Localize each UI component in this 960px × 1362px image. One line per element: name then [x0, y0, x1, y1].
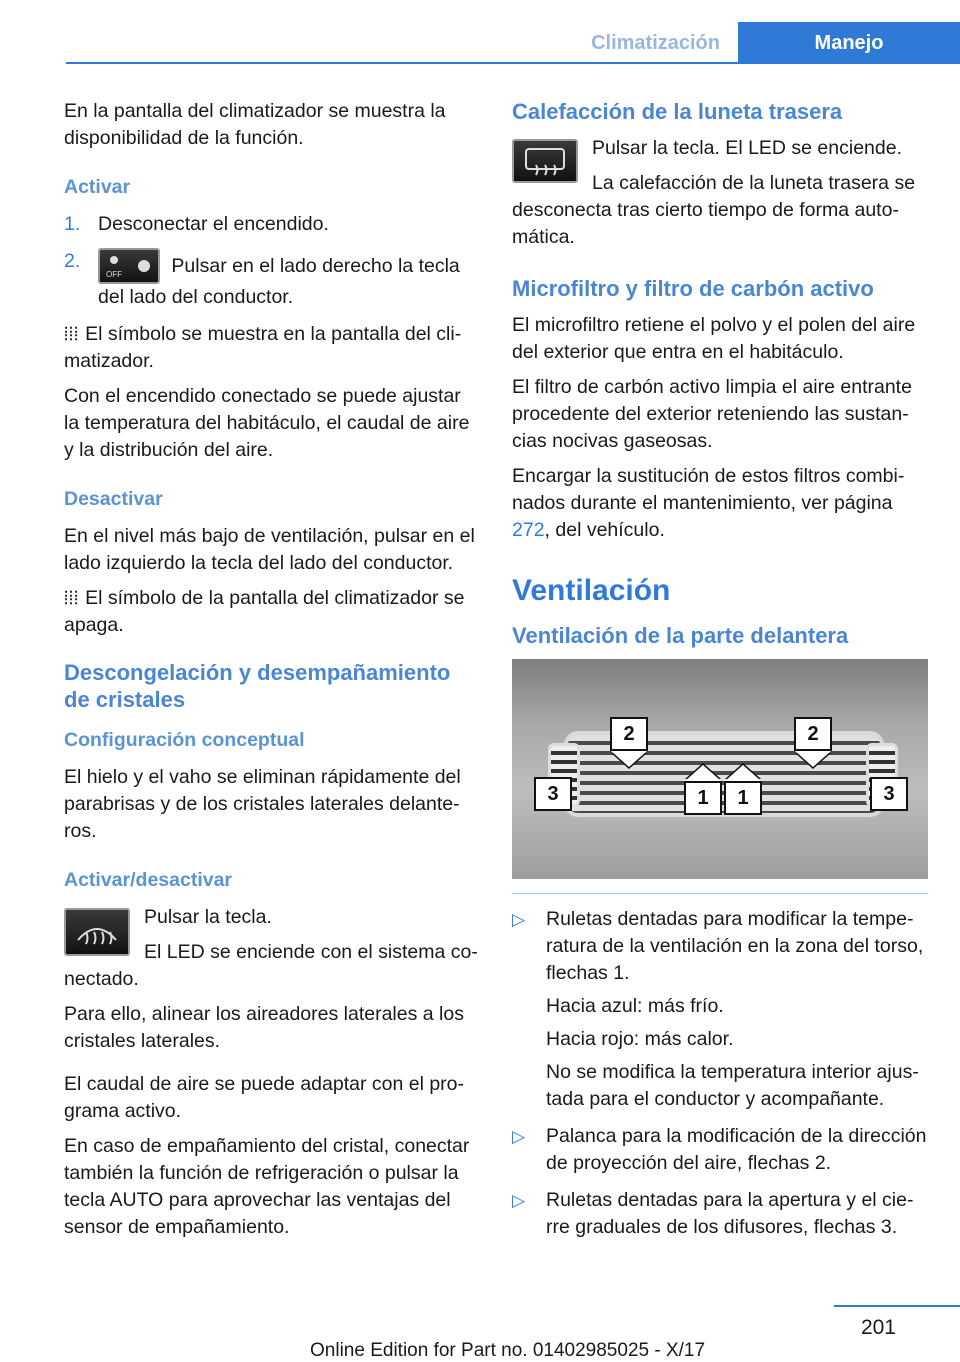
filter-text-3: Encargar la sustitución de estos filtros combinados durante el mantenimiento, ver página 272, del vehículo. — [512, 465, 905, 541]
vent-bullet-list — [512, 906, 928, 1241]
callout-1-right: 1 — [724, 765, 762, 815]
step-text: Pulsar en el lado derecho la tecla del lado del conductor. — [98, 255, 460, 308]
intro-text: En la pantalla del climatizador se muestra la disponibilidad de la función. — [64, 100, 446, 149]
with-ignition-text: Con el encendido conectado se puede ajustar la temperatura del habitáculo, el caudal de aire y la distribución del aire. — [64, 385, 470, 461]
windshield-defrost-icon — [64, 908, 130, 956]
callout-2-left: 2 — [610, 717, 648, 767]
heat-symbol-icon: ⦙⦙⦙ — [64, 324, 80, 344]
rear-window-heating-icon — [512, 139, 578, 183]
left-column — [64, 98, 479, 1249]
flow-text: El caudal de aire se puede adaptar con el programa activo. — [64, 1073, 465, 1122]
filter-text-1: El microfiltro retiene el polvo y el polen del aire del exterior que entra en el habitáculo. — [512, 314, 916, 363]
rear-heating-heading: Calefacción de la luneta trasera — [512, 99, 843, 124]
list-item: ▷ Ruletas dentadas para la apertura y el cierre graduales de los difusores, flechas 3. — [512, 1189, 914, 1238]
bullet-triangle-icon: ▷ — [512, 1191, 526, 1210]
ventilation-heading: Ventilación — [512, 574, 671, 607]
step-2 — [64, 248, 479, 311]
activar-heading: Activar — [64, 176, 131, 198]
filter-text-2: El filtro de carbón activo limpia el aire entrante procedente del exterior reteniendo las sustancias nocivas gaseosas. — [512, 376, 912, 452]
callout-1-left: 1 — [684, 765, 722, 815]
concept-heading: Configuración conceptual — [64, 729, 305, 751]
rear-key-block — [512, 135, 928, 251]
list-item: ▷ Palanca para la modificación de la dirección de proyección del aire, flechas 2. — [512, 1125, 927, 1174]
align-text: Para ello, alinear los aireadores laterales a los cristales laterales. — [64, 1003, 464, 1052]
step-number: 1. — [64, 213, 81, 235]
step-1 — [64, 211, 479, 238]
concept-text: El hielo y el vaho se eliminan rápidamente del parabrisas y de los cristales laterales delanteros. — [64, 766, 461, 842]
bullet-triangle-icon: ▷ — [512, 1127, 526, 1146]
fan-off-button-icon — [98, 248, 160, 284]
press-key-text: Pulsar la tecla. — [144, 906, 272, 928]
defrost-heading: Descongelación y desempañamiento de cristales — [64, 660, 451, 712]
divider — [512, 893, 928, 894]
onoff-heading: Activar/desactivar — [64, 869, 233, 891]
activar-steps — [64, 211, 479, 311]
bullet-triangle-icon: ▷ — [512, 910, 526, 929]
desactivar-heading: Desactivar — [64, 488, 163, 510]
page-number: 201 — [860, 1316, 896, 1339]
right-column — [512, 98, 928, 1251]
page-header — [66, 22, 960, 64]
callout-3-right: 3 — [870, 777, 908, 811]
filter-heading: Microfiltro y filtro de carbón activo — [512, 276, 874, 301]
section-tab[interactable]: Climatización — [591, 32, 720, 54]
page-ref-link[interactable]: 272 — [512, 519, 545, 541]
fog-text: En caso de empañamiento del cristal, conectar también la función de refrigeración o pulsar la tecla AUTO para aprovechar las ventajas del sensor de empañamiento. — [64, 1135, 470, 1238]
heat-symbol-icon: ⦙⦙⦙ — [64, 588, 80, 608]
rear-auto-text: La calefacción de la luneta trasera se desconecta tras cierto tiempo de forma automática. — [512, 172, 916, 248]
step-text: Desconectar el encendido. — [98, 213, 329, 235]
led-text: El LED se enciende con el sistema conectado. — [64, 941, 478, 990]
defrost-key-block — [64, 904, 479, 993]
chapter-tab[interactable]: Manejo — [738, 22, 960, 62]
symbol-shown-text: ⦙⦙⦙ El símbolo se muestra en la pantalla del climatizador. — [64, 323, 462, 372]
list-item: ▷ Ruletas dentadas para modificar la temperatura de la ventilación en la zona del torso, flechas 1. Hacia azul: más frío. Hacia rojo: más calor. No se modifica la temperatura interior ajustada para el conductor y acompañante. — [512, 908, 924, 1110]
callout-3-left: 3 — [534, 777, 572, 811]
step-number: 2. — [64, 250, 81, 272]
symbol-off-text: ⦙⦙⦙ El símbolo de la pantalla del climatizador se apaga. — [64, 587, 465, 636]
svg-text:OFF: OFF — [106, 270, 122, 279]
footer-rule — [834, 1305, 960, 1307]
edition-footer: Online Edition for Part no. 01402985025 - X/17 — [310, 1340, 706, 1361]
rear-press-text: Pulsar la tecla. El LED se enciende. — [592, 137, 903, 159]
desactivar-text: En el nivel más bajo de ventilación, pulsar en el lado izquierdo la tecla del lado del conductor. — [64, 525, 475, 574]
ventilation-photo — [512, 659, 928, 879]
callout-2-right: 2 — [794, 717, 832, 767]
front-ventilation-heading: Ventilación de la parte delantera — [512, 623, 849, 648]
